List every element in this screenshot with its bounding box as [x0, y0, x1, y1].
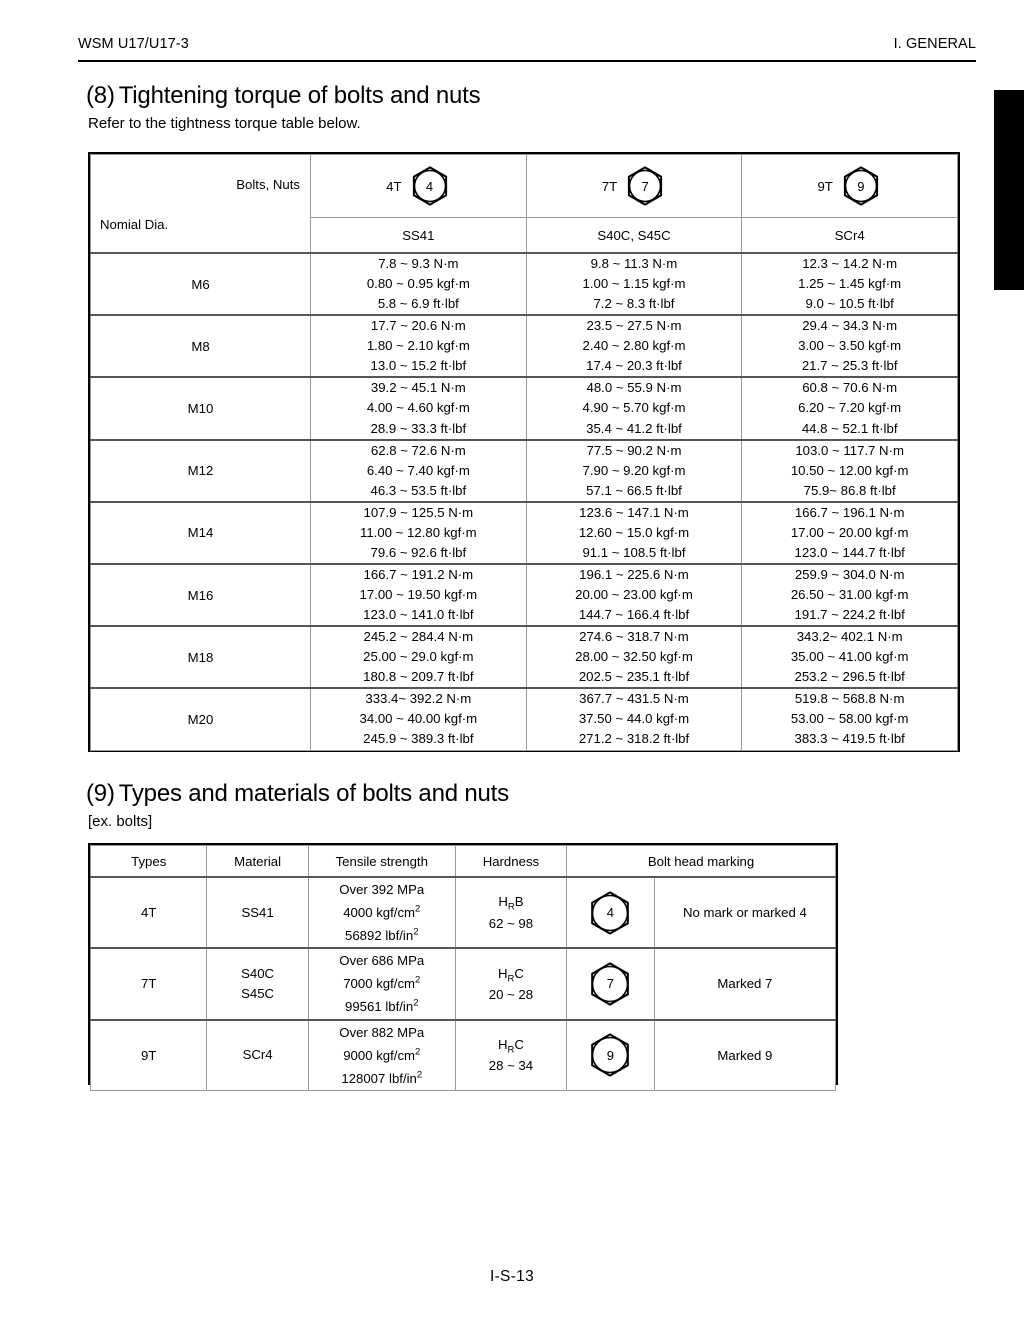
section-9-number: (9)	[86, 780, 115, 807]
tensile-mpa: Over 882 MPa	[339, 1024, 425, 1040]
torque-value-line: 35.4 ~ 41.2 ft·lbf	[586, 420, 682, 436]
types-column-header-types: Types	[91, 846, 207, 878]
torque-row-diameter-M14: M14	[91, 502, 311, 564]
types-table-row	[91, 877, 836, 948]
torque-table-corner-cell	[91, 155, 311, 254]
types-row-tensile-strength	[308, 1020, 455, 1091]
types-row-material: SS41	[207, 877, 308, 948]
torque-value-line: 107.9 ~ 125.5 N·m	[363, 504, 474, 520]
superscript-two: 2	[415, 1046, 421, 1058]
torque-row-diameter-M10: M10	[91, 377, 311, 439]
torque-header-grade-4T	[311, 155, 527, 218]
torque-value-line: 1.80 ~ 2.10 kgf·m	[366, 338, 470, 354]
section-9-title: Types and materials of bolts and nuts	[118, 780, 509, 807]
section-8-title: Tightening torque of bolts and nuts	[118, 82, 481, 109]
tightening-torque-table-frame	[88, 152, 960, 752]
torque-header-material-9T: SCr4	[742, 218, 958, 254]
section-8-heading	[86, 82, 480, 110]
header-divider-rule	[78, 60, 976, 62]
torque-value-line: 25.00 ~ 29.0 kgf·m	[363, 649, 474, 665]
superscript-two: 2	[413, 998, 419, 1010]
types-row-bolt-head-mark	[567, 1020, 655, 1091]
types-row-type-7T: 7T	[91, 948, 207, 1019]
torque-row-diameter-M8: M8	[91, 315, 311, 377]
bolt-head-mark-number: 9	[606, 1047, 615, 1063]
torque-value-line: 75.9~ 86.8 ft·lbf	[803, 482, 896, 498]
torque-value-cell	[311, 377, 527, 439]
grade-label-text: 9T	[817, 178, 833, 194]
torque-value-line: 7.90 ~ 9.20 kgf·m	[582, 462, 686, 478]
types-row-bolt-head-mark	[567, 877, 655, 948]
torque-value-line: 253.2 ~ 296.5 ft·lbf	[794, 669, 905, 685]
torque-value-line: 202.5 ~ 235.1 ft·lbf	[578, 669, 690, 685]
torque-value-line: 123.0 ~ 144.7 ft·lbf	[794, 544, 905, 560]
torque-value-line: 166.7 ~ 196.1 N·m	[794, 504, 905, 520]
torque-value-line: 103.0 ~ 117.7 N·m	[795, 442, 904, 458]
torque-value-line: 4.90 ~ 5.70 kgf·m	[582, 400, 686, 416]
torque-value-cell	[742, 377, 958, 439]
torque-value-line: 383.3 ~ 419.5 ft·lbf	[794, 731, 905, 747]
torque-value-line: 10.50 ~ 12.00 kgf·m	[790, 462, 909, 478]
types-column-header-tensile: Tensile strength	[308, 846, 455, 878]
torque-value-line: 7.2 ~ 8.3 ft·lbf	[593, 296, 675, 312]
torque-value-line: 9.0 ~ 10.5 ft·lbf	[805, 296, 894, 312]
types-row-type-9T: 9T	[91, 1020, 207, 1091]
tensile-kgf: 4000 kgf/$cm^2$	[343, 903, 421, 921]
bolt-head-hex-icon-9	[840, 165, 882, 207]
torque-value-line: 1.00 ~ 1.15 kgf·m	[582, 276, 686, 292]
hardness-subscript: R	[507, 973, 515, 985]
torque-value-line: 180.8 ~ 209.7 ft·lbf	[363, 669, 474, 685]
torque-value-line: 13.0 ~ 15.2 ft·lbf	[370, 358, 467, 374]
torque-value-line: 20.00 ~ 23.00 kgf·m	[575, 587, 693, 602]
bolt-head-mark-number: 7	[641, 178, 649, 194]
hardness-subscript: R	[507, 901, 515, 913]
torque-value-line: 79.6 ~ 92.6 ft·lbf	[370, 544, 467, 560]
torque-table-row	[91, 315, 958, 377]
bolt-head-mark-number: 4	[606, 905, 615, 921]
torque-header-material-7T: S40C, S45C	[526, 218, 742, 254]
torque-value-line: 7.8 ~ 9.3 N·m	[378, 256, 459, 271]
torque-value-line: 123.0 ~ 141.0 ft·lbf	[363, 607, 474, 623]
hardness-range: 28 ~ 34	[488, 1058, 534, 1074]
torque-value-cell	[311, 315, 527, 377]
bolt-head-hex-icon-7	[624, 165, 666, 207]
torque-value-line: 34.00 ~ 40.00 kgf·m	[359, 711, 478, 727]
torque-value-cell	[742, 253, 958, 315]
torque-value-line: 23.5 ~ 27.5 N·m	[586, 318, 682, 334]
bolt-types-table-frame	[88, 843, 838, 1085]
types-row-type-4T: 4T	[91, 877, 207, 948]
tensile-kgf: 9000 kgf/$cm^2$	[343, 1046, 421, 1063]
torque-value-line: 53.00 ~ 58.00 kgf·m	[790, 711, 909, 727]
types-header-row	[91, 846, 836, 878]
torque-table-row	[91, 564, 958, 626]
torque-value-line: 17.7 ~ 20.6 N·m	[370, 318, 466, 334]
types-row-tensile-strength	[308, 948, 455, 1019]
types-row-tensile-strength	[308, 877, 455, 948]
types-column-header-hardness: Hardness	[455, 846, 566, 878]
torque-value-line: 21.7 ~ 25.3 ft·lbf	[801, 358, 898, 374]
torque-value-cell	[526, 688, 742, 750]
torque-value-line: 39.2 ~ 45.1 N·m	[370, 380, 466, 396]
corner-label-nominal-dia: Nomial Dia.	[100, 217, 169, 232]
torque-header-grade-row	[91, 155, 958, 218]
mark-icon-holder	[567, 1032, 654, 1078]
torque-value-line: 259.9 ~ 304.0 N·m	[794, 566, 905, 582]
torque-value-cell	[526, 440, 742, 502]
types-column-header-material: Material	[207, 846, 308, 878]
bolt-head-hex-icon-9	[587, 1032, 633, 1078]
torque-table-row	[91, 253, 958, 315]
bolt-head-hex-icon-4	[409, 165, 451, 207]
superscript-two: 2	[413, 926, 419, 938]
torque-value-line: 44.8 ~ 52.1 ft·lbf	[801, 420, 898, 436]
torque-value-line: 245.9 ~ 389.3 ft·lbf	[363, 731, 474, 747]
torque-value-cell	[311, 440, 527, 502]
torque-value-cell	[742, 502, 958, 564]
torque-value-cell	[311, 502, 527, 564]
torque-value-line: 166.7 ~ 191.2 N·m	[363, 566, 474, 582]
grade-label-text: 7T	[601, 178, 618, 194]
bolt-head-mark-number: 4	[425, 178, 434, 194]
torque-value-line: 6.20 ~ 7.20 kgf·m	[798, 400, 902, 416]
torque-value-line: 11.00 ~ 12.80 kgf·m	[359, 524, 477, 540]
tightening-torque-table	[90, 154, 958, 751]
types-column-header-marking: Bolt head marking	[567, 846, 836, 878]
torque-value-line: 4.00 ~ 4.60 kgf·m	[366, 400, 470, 416]
torque-table-row	[91, 440, 958, 502]
torque-row-diameter-M12: M12	[91, 440, 311, 502]
types-row-bolt-head-mark	[567, 948, 655, 1019]
types-row-hardness	[455, 948, 566, 1019]
torque-value-line: 29.4 ~ 34.3 N·m	[802, 318, 898, 334]
grade-cell-inner	[311, 165, 526, 207]
torque-value-cell	[311, 688, 527, 750]
torque-value-line: 28.9 ~ 33.3 ft·lbf	[370, 420, 467, 436]
hardness-scale: $H_RB$	[498, 894, 524, 913]
torque-value-line: 191.7 ~ 224.2 ft·lbf	[794, 607, 905, 623]
types-table-row	[91, 948, 836, 1019]
torque-value-line: 91.1 ~ 108.5 ft·lbf	[582, 544, 686, 560]
grade-label-text: 4T	[386, 178, 402, 194]
torque-value-line: 48.0 ~ 55.9 N·m	[586, 380, 682, 396]
torque-value-line: 77.5 ~ 90.2 N·m	[586, 442, 682, 458]
types-row-hardness	[455, 1020, 566, 1091]
tensile-mpa: Over 686 MPa	[339, 953, 425, 969]
torque-value-cell	[526, 626, 742, 688]
bolt-head-mark-number: 7	[606, 976, 615, 992]
torque-value-line: 343.2~ 402.1 N·m	[796, 629, 903, 645]
tensile-mpa: Over 392 MPa	[339, 882, 425, 897]
torque-value-cell	[526, 377, 742, 439]
torque-value-cell	[742, 315, 958, 377]
torque-value-line: 196.1 ~ 225.6 N·m	[579, 566, 689, 582]
torque-value-cell	[742, 688, 958, 750]
bolt-head-hex-icon-7	[587, 961, 633, 1007]
header-section-title: I. GENERAL	[893, 36, 976, 52]
bolt-head-hex-icon-4	[587, 890, 633, 936]
mark-icon-holder	[567, 961, 654, 1007]
page-number-footer: I-S-13	[489, 1268, 534, 1285]
types-row-marking-description: Marked 7	[654, 948, 835, 1019]
mark-icon-holder	[567, 890, 654, 936]
torque-value-cell	[311, 253, 527, 315]
torque-value-line: 274.6 ~ 318.7 N·m	[579, 629, 689, 645]
torque-value-line: 12.3 ~ 14.2 N·m	[802, 256, 898, 271]
hardness-scale: $H_RC$	[497, 965, 524, 985]
torque-value-line: 17.4 ~ 20.3 ft·lbf	[586, 358, 682, 374]
torque-value-line: 0.80 ~ 0.95 kgf·m	[366, 276, 470, 292]
torque-value-line: 3.00 ~ 3.50 kgf·m	[798, 338, 902, 354]
hardness-range: 20 ~ 28	[488, 986, 534, 1002]
torque-table-row	[91, 377, 958, 439]
torque-value-line: 2.40 ~ 2.80 kgf·m	[582, 338, 686, 354]
torque-value-line: 12.60 ~ 15.0 kgf·m	[578, 524, 690, 540]
torque-value-line: 60.8 ~ 70.6 N·m	[802, 380, 898, 396]
page-running-header	[78, 36, 976, 52]
torque-value-line: 123.6 ~ 147.1 N·m	[579, 504, 689, 520]
material-line: S40C	[241, 966, 275, 982]
hardness-range: 62 ~ 98	[488, 915, 534, 931]
torque-table-row	[91, 626, 958, 688]
types-row-marking-description: No mark or marked 4	[654, 877, 835, 948]
types-table-row	[91, 1020, 836, 1091]
torque-value-cell	[526, 502, 742, 564]
tensile-lbf: 99561 lbf/$in^2$	[345, 998, 419, 1015]
torque-value-line: 17.00 ~ 20.00 kgf·m	[790, 524, 909, 540]
torque-value-line: 9.8 ~ 11.3 N·m	[590, 256, 678, 271]
hardness-subscript: R	[507, 1044, 515, 1056]
corner-label-bolts-nuts: Bolts, Nuts	[236, 177, 300, 192]
torque-row-diameter-M16: M16	[91, 564, 311, 626]
torque-value-line: 26.50 ~ 31.00 kgf·m	[790, 587, 909, 602]
grade-cell-inner	[527, 165, 742, 207]
torque-value-line: 271.2 ~ 318.2 ft·lbf	[578, 731, 690, 747]
bolt-head-mark-number: 9	[857, 178, 865, 194]
torque-value-cell	[526, 315, 742, 377]
section-8-subtitle: Refer to the tightness torque table below.	[88, 115, 361, 132]
torque-value-cell	[742, 564, 958, 626]
torque-value-line: 5.8 ~ 6.9 ft·lbf	[377, 296, 459, 312]
torque-value-line: 62.8 ~ 72.6 N·m	[370, 442, 466, 458]
torque-value-cell	[311, 564, 527, 626]
torque-value-line: 333.4~ 392.2 N·m	[365, 691, 472, 707]
torque-value-cell	[311, 626, 527, 688]
torque-header-grade-7T	[526, 155, 742, 218]
torque-value-line: 46.3 ~ 53.5 ft·lbf	[370, 482, 467, 498]
torque-value-cell	[526, 253, 742, 315]
superscript-two: 2	[415, 903, 421, 915]
torque-value-line: 57.1 ~ 66.5 ft·lbf	[586, 482, 682, 498]
types-row-marking-description: Marked 9	[654, 1020, 835, 1091]
superscript-two: 2	[415, 974, 421, 986]
page-thumb-tab-marker	[994, 90, 1024, 290]
torque-value-line: 519.8 ~ 568.8 N·m	[794, 691, 905, 707]
bolt-types-table	[90, 845, 836, 1091]
torque-value-line: 37.50 ~ 44.0 kgf·m	[578, 711, 690, 727]
torque-row-diameter-M6: M6	[91, 253, 311, 315]
section-8-number: (8)	[86, 82, 115, 109]
torque-value-cell	[742, 440, 958, 502]
torque-value-line: 245.2 ~ 284.4 N·m	[363, 629, 474, 645]
torque-value-line: 35.00 ~ 41.00 kgf·m	[790, 649, 909, 665]
grade-cell-inner	[742, 165, 957, 207]
torque-row-diameter-M20: M20	[91, 688, 311, 750]
tensile-lbf: 56892 lbf/$in^2$	[345, 926, 419, 944]
tensile-lbf: 128007 lbf/$in^2$	[341, 1069, 423, 1086]
section-9-subtitle: [ex. bolts]	[88, 813, 153, 830]
header-document-title: WSM U17/U17-3	[78, 36, 189, 52]
torque-header-material-4T: SS41	[311, 218, 527, 254]
torque-row-diameter-M18: M18	[91, 626, 311, 688]
superscript-two: 2	[416, 1069, 423, 1081]
torque-table-row	[91, 502, 958, 564]
types-row-material	[207, 948, 308, 1019]
torque-value-line: 367.7 ~ 431.5 N·m	[579, 691, 689, 707]
torque-value-cell	[526, 564, 742, 626]
torque-value-line: 17.00 ~ 19.50 kgf·m	[359, 587, 478, 602]
torque-value-line: 144.7 ~ 166.4 ft·lbf	[578, 607, 690, 623]
types-row-hardness	[455, 877, 566, 948]
material-line: S45C	[241, 985, 275, 1001]
tensile-kgf: 7000 kgf/$cm^2$	[343, 974, 421, 992]
torque-value-line: 28.00 ~ 32.50 kgf·m	[575, 649, 693, 665]
types-row-material: SCr4	[207, 1020, 308, 1091]
section-9-heading	[86, 780, 509, 808]
torque-table-row	[91, 688, 958, 750]
torque-value-line: 1.25 ~ 1.45 kgf·m	[798, 276, 902, 292]
torque-header-grade-9T	[742, 155, 958, 218]
torque-value-cell	[742, 626, 958, 688]
torque-value-line: 6.40 ~ 7.40 kgf·m	[366, 462, 470, 478]
hardness-scale: $H_RC$	[497, 1036, 524, 1056]
